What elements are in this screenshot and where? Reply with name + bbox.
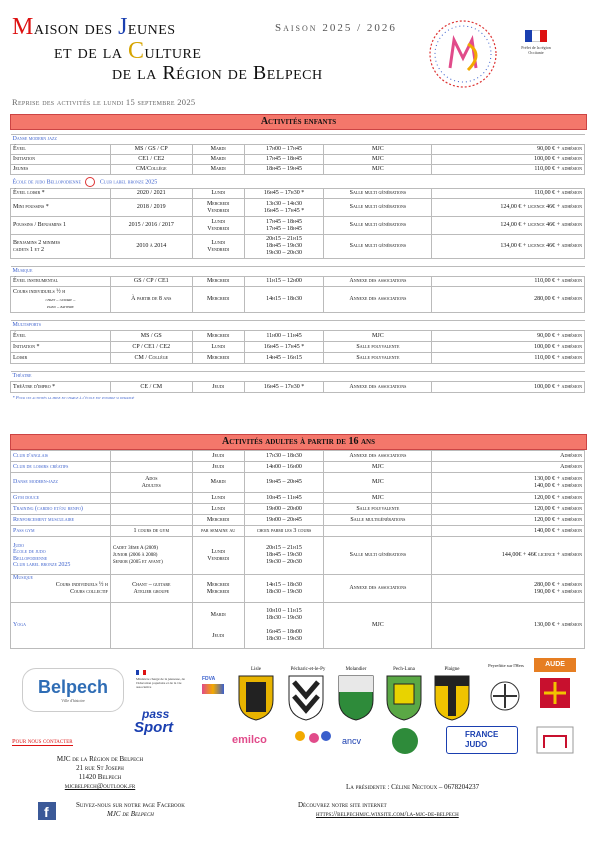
table-row: Renforcement musculaire Mercredi 19h00 – 20h45 Salle multigénérations 120,00 € + adhésion	[11, 515, 585, 526]
email-link[interactable]: mjcbelpech@outlook.fr	[64, 782, 136, 790]
president: La présidente : Céline Nectoux – 0678204237	[346, 783, 480, 791]
pass-sport-logo: pass Sport	[134, 707, 174, 736]
adultes-band: Activités adultes à partir de 16 ans	[10, 434, 587, 450]
table-row: Benjamins 2 minimes cadets 1 et 2 2010 à 2014 Lundi Vendredi 20h15 – 21h15 18h45 – 19h30 19h30 – 20h30 Salle multi générations 134,00 € + licence 46€ + adhésion	[11, 235, 585, 259]
table-row: Pass gym 1 cours de gym par semaine au choix parmi les 3 cours 140,00 € + adhésion	[11, 526, 585, 537]
enfants-note: * Pour ces activités la prise en charge à l'école est possible si demandé	[12, 394, 135, 400]
pechluna-shield-icon	[384, 674, 424, 722]
aude-logo: AUDE	[534, 658, 576, 672]
table-row: Éveil loisir * 2020 / 2021 Lundi 16h45 – 17h30 * Salle multi générations 110,00 € + adhésion	[11, 189, 585, 199]
pecharic-shield-icon	[286, 674, 326, 722]
molandier-label: Molandier	[345, 667, 367, 672]
table-row: Mini poussins * 2018 / 2019 Mercredi Vendredi 13h30 – 14h30 16h45 – 17h45 * Salle multi générations 124,00 € + licence 46€ + adhésion	[11, 199, 585, 217]
svg-text:f: f	[44, 804, 49, 820]
facebook-text: Suivez-nous sur notre page Facebook MJC de Belpech	[76, 801, 185, 818]
table-row: Club de loisirs créatifs Jeudi 14h00 – 16h00 MJC Adhésion	[11, 462, 585, 473]
emilco-logo: emilco	[232, 734, 267, 746]
table-row: Éveil MS / GS / CP Mardi 17h00 – 17h45 MJC 90,00 € + adhésion	[11, 145, 585, 155]
judo-club-badge-icon	[536, 726, 574, 754]
table-row: Danse modern-jazz Ados Adultes Mardi 19h45 – 20h45 MJC 130,00 € + adhésion 140,00 € + adhésion	[11, 473, 585, 493]
address: MJC de la Région de Belpech 21 rue St Joseph 11420 Belpech mjcbelpech@outlook.fr	[30, 755, 170, 791]
molandier-shield-icon	[336, 674, 376, 722]
pechluna-label: Pech-Luna	[393, 667, 415, 672]
sport-federation-icon	[390, 726, 420, 756]
section-judo: École de judo Bellopodienne Club label bronze 2025	[11, 175, 585, 189]
table-row: Training (cardio et/ou renfo) Lundi 19h00 – 20h00 Salle polyvalente 120,00 € + adhésion	[11, 504, 585, 515]
contact-title: Pour nous contacter	[12, 738, 73, 745]
plaigne-shield-icon	[432, 674, 472, 722]
website-text: Découvrez notre site internet https://belpechmjc.wixsite.com/la-mjc-de-belpech	[298, 801, 459, 818]
section-multisports: Multisports	[11, 321, 585, 331]
section-musique: Musique	[11, 267, 585, 277]
mjc-logo	[424, 18, 502, 90]
table-row: Poussins / Benjamins 1 2015 / 2016 / 2017 Lundi Vendredi 17h45 – 18h45 17h45 – 18h45 Salle multi générations 124,00 € + licence 46€ + adhésion	[11, 217, 585, 235]
season: Saison 2025 / 2026	[275, 22, 397, 34]
table-row: Initiation * CP / CE1 / CE2 Lundi 16h45 – 17h45 * Salle polyvalente 100,00 € + adhésion	[11, 342, 585, 353]
lisle-shield-icon	[236, 674, 276, 722]
table-row: Loisir CM / Collège Mercredi 14h45 – 16h15 Salle polyvalente 110,00 € + adhésion	[11, 353, 585, 364]
ancv-logo: ancv	[342, 736, 362, 746]
table-row: Cours individuels ½ h chant – guitare – piano – batterie À partir de 8 ans Mercredi 14h15 – 18h30 Annexe des associations 280,00 € + adhésion	[11, 287, 585, 313]
occitanie-cross-icon	[540, 678, 570, 708]
children-drawing-icon	[290, 726, 334, 752]
enfants-band: Activités enfants	[10, 114, 587, 130]
belpech-logo: Belpech Ville d'histoire	[22, 668, 124, 712]
france-judo-logo: FRANCE JUDO	[446, 726, 518, 754]
table-row: Yoga Mardi Jeudi 10h10 – 11h15 18h30 – 19h30 16h45 – 18h00 18h30 – 19h30 MJC 130,00 € + adhésion	[11, 603, 585, 649]
table-row: Théâtre d'impro * CE / CM Jeudi 16h45 – 17h30 * Annexe des associations 100,00 € + adhésion	[11, 382, 585, 393]
table-row: Musique Cours individuels ½ h Cours collectif Chant – guitare Atelier groupe Mercredi Mercredi 14h15 – 18h30 18h30 – 19h30 Annexe des associations 280,00 € + adhésion 190,00 € + adhésion	[11, 575, 585, 603]
table-row: Club d'anglais Jeudi 17h30 – 18h30 Annexe des associations Adhésion	[11, 451, 585, 462]
table-row: Éveil MS / GS Mercredi 11h00 – 11h45 MJC 90,00 € + adhésion	[11, 331, 585, 342]
title-line-2: et de la Culture	[54, 38, 202, 64]
section-theatre: Théatre	[11, 372, 585, 382]
gov-logo: Préfet de la région Occitanie	[515, 30, 557, 76]
facebook-icon[interactable]	[36, 800, 64, 822]
judo-club-icon	[85, 177, 95, 187]
section-danse: Danse modern jazz	[11, 135, 585, 145]
adultes-table	[10, 450, 585, 649]
table-row: Gym douce Lundi 10h45 – 11h45 MJC 120,00 € + adhésion	[11, 493, 585, 504]
table-row: Éveil instrumental GS / CP / CE1 Mercredi 11h15 – 12h00 Annexe des associations 110,00 € + adhésion	[11, 277, 585, 287]
ministere-logo: Ministère chargé de la jeunesse, de l'éducation populaire et de la vie associative	[136, 670, 194, 704]
table-row: Initiation CE1 / CE2 Mardi 17h45 – 18h45 MJC 100,00 € + adhésion	[11, 155, 585, 165]
fdva-logo: FDVA	[202, 676, 228, 700]
reprise-date: Reprise des activités le lundi 15 septembre 2025	[12, 97, 196, 107]
website-link[interactable]: https://belpechmjc.wixsite.com/la-mjc-de-belpech	[316, 810, 459, 818]
enfants-table	[10, 134, 585, 402]
lisle-label: Lisle	[251, 667, 261, 672]
plaigne-label: Plaigne	[444, 667, 460, 672]
peyrefitte-crest-icon	[486, 676, 524, 716]
pecharic-label: Pécharic-et-le-Py	[290, 667, 326, 672]
peyrefitte-label: Peyrefitte sur l'Hers	[488, 663, 524, 668]
title-line-1: Maison des Jeunes	[12, 14, 176, 40]
table-row: Jeunes CM/Collège Mardi 18h45 – 19h45 MJC 110,00 € + adhésion	[11, 165, 585, 175]
title-line-3: de la Région de Belpech	[112, 62, 323, 84]
table-row: Judo École de judo Bellopodienne Club label bronze 2025 Cadet 3ème A (2009) Junior (2006 à 2008) Senior (2005 et avant) Lundi Vendredi 20h15 – 21h15 18h45 – 19h30 19h30 – 20h30 Salle multi générations 144,00€ + 46€ licence + adhésion	[11, 537, 585, 575]
